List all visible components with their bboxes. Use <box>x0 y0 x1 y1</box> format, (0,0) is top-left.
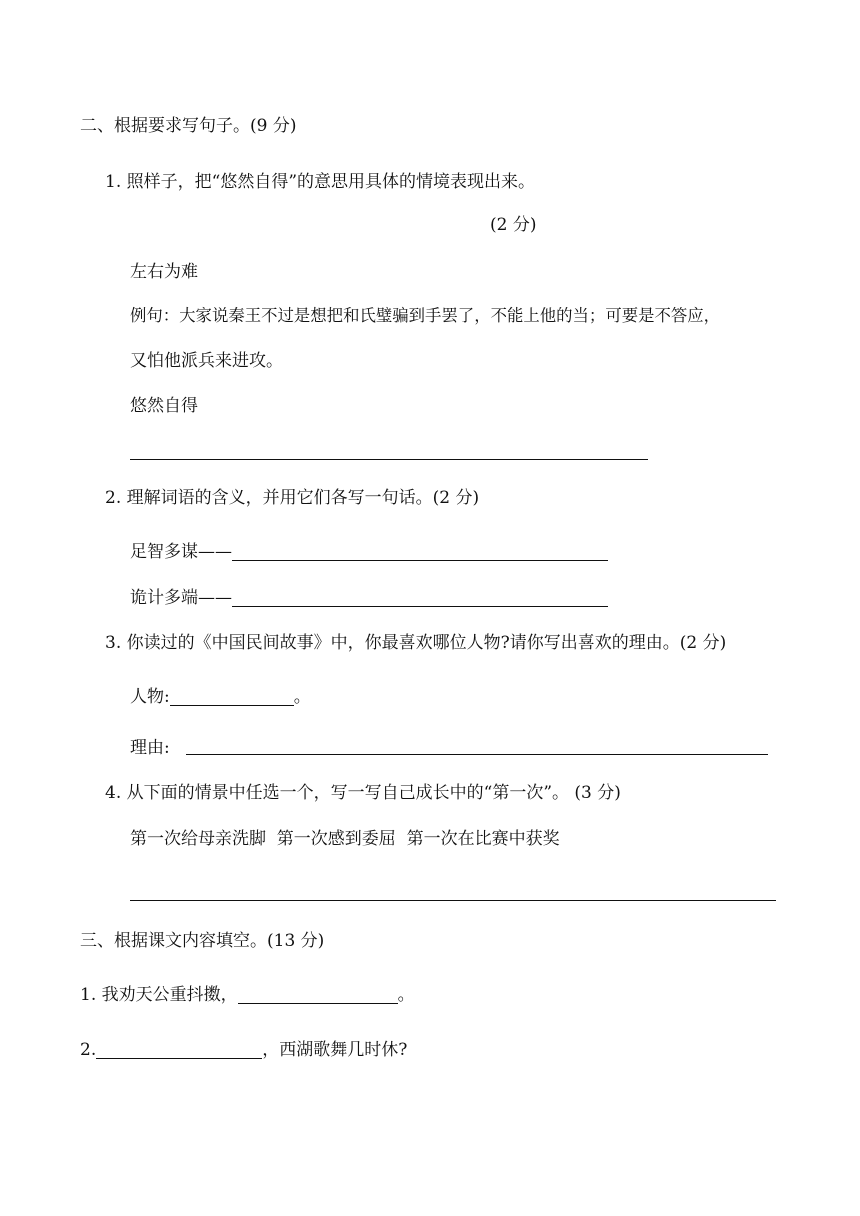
q4-prompt: 4. 从下面的情景中任选一个，写一写自己成长中的“第一次”。 (3 分) <box>105 783 621 803</box>
q1-example-word: 左右为难 <box>130 262 198 282</box>
section-3-heading: 三、根据课文内容填空。(13 分) <box>80 931 325 951</box>
q1-target-word: 悠然自得 <box>130 396 198 416</box>
q3-reason-label: 理由: <box>130 738 170 758</box>
item2-suffix: ，西湖歌舞几时休? <box>262 1040 408 1060</box>
item1-prefix: 1. 我劝天公重抖擞， <box>80 985 238 1005</box>
q2-word1-label: 足智多谋—— <box>130 542 232 562</box>
section-3-item-2 <box>80 1038 407 1062</box>
q2-word2-row <box>130 586 608 610</box>
q3-reason-row <box>130 736 170 760</box>
q1-example-sentence-line1: 例句：大家说秦王不过是想把和氏璧骗到手罢了，不能上他的当；可要是不答应， <box>130 306 721 325</box>
q3-reason-answer-line[interactable] <box>186 754 768 755</box>
q4-options: 第一次给母亲洗脚 第一次感到委屈 第一次在比赛中获奖 <box>130 829 560 849</box>
q2-word1-answer-line[interactable] <box>232 542 608 561</box>
q1-score: (2 分) <box>490 215 537 235</box>
item1-answer-line[interactable] <box>238 985 398 1004</box>
q2-word1-row <box>130 540 608 564</box>
item2-answer-line[interactable] <box>96 1040 262 1059</box>
q3-person-row <box>130 685 311 709</box>
q2-word2-label: 诡计多端—— <box>130 588 232 608</box>
q2-word2-answer-line[interactable] <box>232 588 608 607</box>
q1-example-sentence-line2: 又怕他派兵来进攻。 <box>130 351 283 371</box>
item2-prefix: 2. <box>80 1040 97 1060</box>
q4-answer-line[interactable] <box>130 900 776 901</box>
q3-prompt: 3. 你读过的《中国民间故事》中，你最喜欢哪位人物?请你写出喜欢的理由。(2 分) <box>105 633 727 653</box>
section-2-heading: 二、根据要求写句子。(9 分) <box>80 116 297 136</box>
q3-person-label: 人物: <box>130 687 170 707</box>
q1-prompt: 1. 照样子，把“悠然自得”的意思用具体的情境表现出来。 <box>105 172 536 192</box>
q3-person-answer-line[interactable] <box>170 687 294 706</box>
q1-answer-line[interactable] <box>130 459 648 460</box>
q2-prompt: 2. 理解词语的含义，并用它们各写一句话。(2 分) <box>105 488 480 508</box>
q3-person-end: 。 <box>293 687 311 707</box>
item1-suffix: 。 <box>397 985 415 1005</box>
section-3-item-1 <box>80 983 415 1007</box>
